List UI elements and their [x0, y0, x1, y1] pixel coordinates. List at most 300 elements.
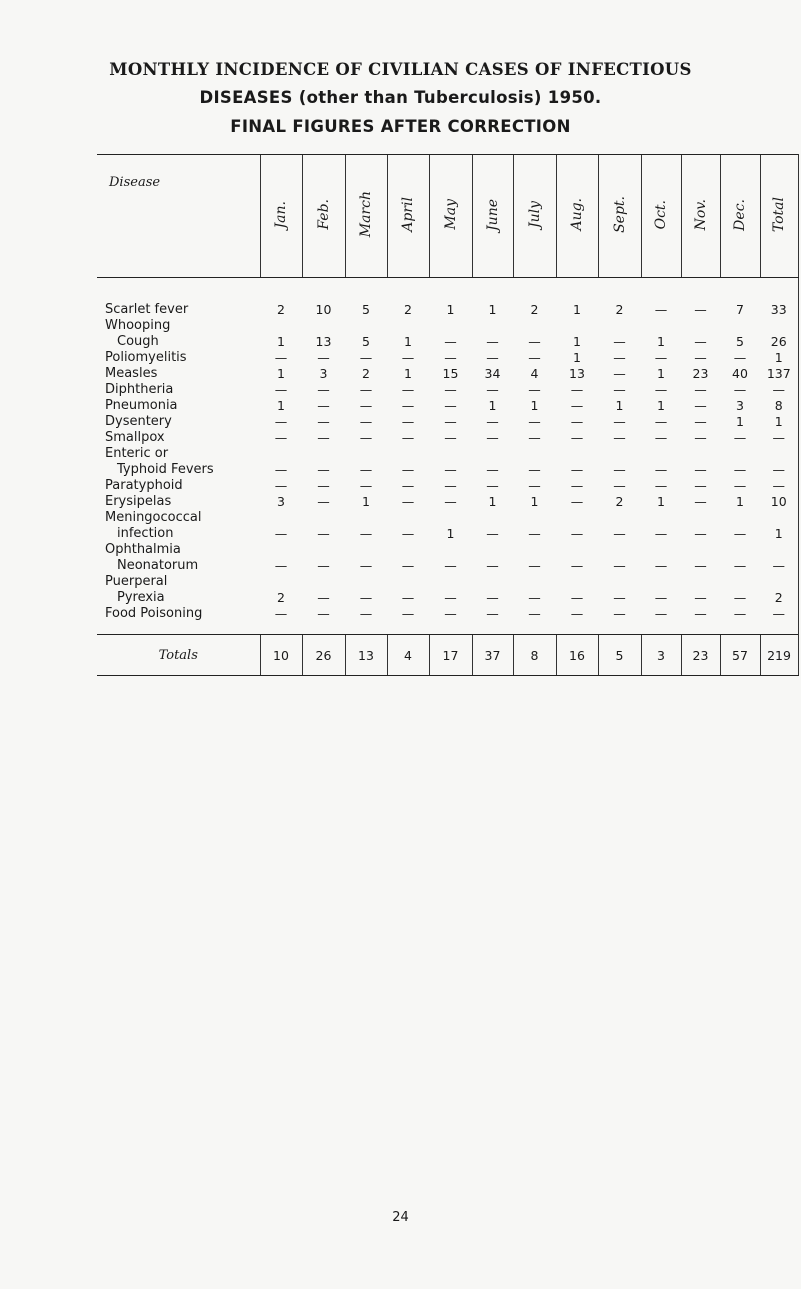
count-cell: —: [444, 382, 457, 397]
count-cell: —: [401, 430, 415, 445]
count-cell: —: [317, 494, 330, 509]
title-line-3: FINAL FIGURES AFTER CORRECTION: [230, 117, 571, 136]
total-cell: 17: [429, 635, 472, 676]
count-cell: [598, 446, 641, 462]
count-cell: [681, 446, 720, 462]
count-cell: —: [613, 478, 626, 493]
count-cell: —: [359, 414, 373, 429]
count-cell: —: [401, 350, 415, 365]
month-header: [598, 155, 641, 278]
count-cell: —: [570, 526, 584, 541]
count-cell: 40: [732, 366, 748, 381]
table-row: [97, 366, 798, 382]
count-cell: 4: [530, 366, 539, 381]
count-cell: 1: [277, 398, 285, 413]
count-cell: —: [401, 398, 415, 413]
count-cell: [260, 542, 302, 558]
month-header: [760, 155, 798, 278]
count-cell: —: [317, 478, 330, 493]
count-cell: —: [274, 430, 288, 445]
page-number: 24: [392, 1210, 409, 1225]
count-cell: —: [570, 606, 584, 621]
count-cell: —: [274, 558, 288, 573]
count-cell: —: [401, 526, 415, 541]
count-cell: —: [654, 558, 668, 573]
count-cell: —: [654, 606, 668, 621]
count-cell: —: [444, 590, 457, 605]
count-cell: 1: [573, 350, 581, 365]
disease-name: Erysipelas: [105, 494, 172, 509]
disease-header: Disease: [97, 155, 260, 278]
count-cell: 1: [736, 414, 744, 429]
count-cell: [598, 574, 641, 590]
disease-name: Food Poisoning: [105, 606, 203, 621]
count-cell: 1: [573, 334, 581, 349]
total-cell: 13: [345, 635, 387, 676]
month-header-label: Jan.: [273, 200, 289, 229]
disease-name: Ophthalmia: [105, 542, 181, 557]
count-cell: —: [444, 334, 457, 349]
count-cell: 1: [530, 398, 539, 413]
count-cell: —: [401, 462, 415, 477]
count-cell: —: [359, 398, 373, 413]
month-header: [720, 155, 760, 278]
month-header-label: Sept.: [611, 196, 628, 233]
disease-name: Diphtheria: [105, 382, 174, 397]
count-cell: [720, 318, 760, 334]
count-cell: —: [528, 350, 541, 365]
month-header-label: Total: [771, 196, 787, 233]
count-cell: [681, 318, 720, 334]
month-header-label: Aug.: [569, 198, 585, 231]
count-cell: —: [401, 382, 415, 397]
count-cell: —: [654, 590, 668, 605]
count-cell: [720, 574, 760, 590]
count-cell: —: [694, 558, 707, 573]
disease-name: Meningococcal: [105, 510, 202, 525]
count-cell: 2: [362, 366, 370, 381]
count-cell: —: [694, 462, 707, 477]
count-cell: [429, 318, 472, 334]
count-cell: [556, 510, 598, 526]
count-cell: 2: [530, 302, 539, 317]
count-cell: 2: [615, 494, 624, 509]
count-cell: —: [401, 494, 415, 509]
count-cell: —: [613, 462, 626, 477]
count-cell: —: [274, 526, 288, 541]
count-cell: [720, 510, 760, 526]
month-header-label: Oct.: [653, 199, 669, 230]
count-cell: —: [654, 430, 668, 445]
month-header: [260, 155, 302, 278]
count-cell: 1: [277, 366, 285, 381]
count-cell: —: [654, 382, 668, 397]
count-cell: —: [694, 590, 707, 605]
count-cell: —: [760, 478, 798, 494]
month-header-label: June: [484, 198, 501, 231]
count-cell: [472, 446, 513, 462]
count-cell: [302, 574, 345, 590]
total-cell: 4: [387, 635, 429, 676]
count-cell: 3: [736, 398, 744, 413]
count-cell: 1: [736, 494, 744, 509]
count-cell: —: [486, 606, 499, 621]
count-cell: —: [694, 494, 707, 509]
count-cell: —: [694, 414, 707, 429]
disease-name: Enteric or: [105, 446, 169, 461]
count-cell: —: [528, 462, 541, 477]
count-cell: [429, 510, 472, 526]
count-cell: —: [317, 462, 330, 477]
count-cell: [513, 542, 556, 558]
count-cell: [429, 574, 472, 590]
count-cell: —: [760, 606, 798, 635]
count-cell: —: [444, 606, 457, 621]
count-cell: —: [486, 590, 499, 605]
count-cell: —: [274, 350, 288, 365]
table-row: [97, 350, 798, 366]
disease-name: Puerperal: [105, 574, 168, 589]
table-row: [97, 542, 798, 558]
count-cell: 1: [488, 494, 497, 509]
total-cell: 5: [598, 635, 641, 676]
count-cell: 137: [760, 366, 798, 382]
count-cell: —: [317, 430, 330, 445]
title-line-2: DISEASES (other than Tuberculosis) 1950.: [199, 88, 602, 107]
count-cell: —: [444, 462, 457, 477]
count-cell: —: [694, 430, 707, 445]
count-cell: —: [760, 430, 798, 446]
table-row: [97, 526, 798, 542]
count-cell: —: [528, 414, 541, 429]
count-cell: 1: [446, 526, 455, 541]
count-cell: —: [570, 494, 584, 509]
table-row: [97, 398, 798, 414]
month-header: [429, 155, 472, 278]
count-cell: —: [733, 558, 747, 573]
count-cell: —: [613, 590, 626, 605]
count-cell: [760, 510, 798, 526]
count-cell: —: [317, 414, 330, 429]
disease-name: Pyrexia: [117, 590, 165, 605]
count-cell: 10: [760, 494, 798, 510]
count-cell: 3: [319, 366, 328, 381]
count-cell: —: [486, 414, 499, 429]
count-cell: —: [317, 382, 330, 397]
count-cell: —: [359, 382, 373, 397]
count-cell: —: [613, 430, 626, 445]
count-cell: 2: [404, 302, 412, 317]
month-header: [641, 155, 681, 278]
header-row: [97, 155, 798, 278]
count-cell: —: [613, 606, 626, 621]
count-cell: —: [613, 414, 626, 429]
count-cell: [472, 542, 513, 558]
count-cell: [681, 510, 720, 526]
disease-name: Poliomyelitis: [105, 350, 187, 365]
count-cell: 1: [446, 302, 455, 317]
count-cell: —: [528, 334, 541, 349]
count-cell: —: [317, 590, 330, 605]
count-cell: 1: [615, 398, 624, 413]
count-cell: [760, 446, 798, 462]
count-cell: [681, 574, 720, 590]
count-cell: —: [274, 414, 288, 429]
count-cell: —: [401, 606, 415, 621]
count-cell: [260, 446, 302, 462]
total-cell: 23: [681, 635, 720, 676]
count-cell: 1: [760, 526, 798, 542]
total-cell: 219: [760, 635, 798, 676]
count-cell: —: [528, 430, 541, 445]
count-cell: 3: [277, 494, 285, 509]
count-cell: [302, 318, 345, 334]
count-cell: [641, 574, 681, 590]
count-cell: [760, 542, 798, 558]
count-cell: —: [317, 350, 330, 365]
count-cell: —: [694, 302, 707, 317]
count-cell: —: [486, 350, 499, 365]
month-header: [556, 155, 598, 278]
count-cell: —: [359, 478, 373, 493]
count-cell: 1: [530, 494, 539, 509]
count-cell: —: [528, 558, 541, 573]
month-header: [302, 155, 345, 278]
count-cell: 33: [760, 278, 798, 319]
count-cell: —: [317, 606, 330, 621]
count-cell: [429, 542, 472, 558]
count-cell: [641, 510, 681, 526]
count-cell: [345, 542, 387, 558]
count-cell: 1: [760, 350, 798, 366]
count-cell: —: [528, 382, 541, 397]
table-row: [97, 574, 798, 590]
count-cell: 1: [657, 334, 665, 349]
count-cell: —: [760, 558, 798, 574]
count-cell: —: [733, 526, 747, 541]
count-cell: —: [486, 382, 499, 397]
disease-name: Paratyphoid: [105, 478, 183, 493]
count-cell: —: [694, 606, 707, 621]
count-cell: —: [570, 558, 584, 573]
count-cell: [345, 510, 387, 526]
count-cell: —: [444, 414, 457, 429]
month-header: [472, 155, 513, 278]
count-cell: [641, 446, 681, 462]
count-cell: —: [274, 606, 288, 621]
count-cell: [260, 510, 302, 526]
count-cell: —: [613, 366, 626, 381]
count-cell: —: [654, 414, 668, 429]
table-row: [97, 558, 798, 574]
count-cell: —: [528, 606, 541, 621]
total-cell: 37: [472, 635, 513, 676]
month-header: [345, 155, 387, 278]
count-cell: —: [733, 478, 747, 493]
count-cell: [345, 318, 387, 334]
count-cell: —: [733, 590, 747, 605]
count-cell: —: [359, 526, 373, 541]
count-cell: —: [444, 494, 457, 509]
count-cell: —: [359, 350, 373, 365]
count-cell: 26: [760, 334, 798, 350]
count-cell: 1: [657, 398, 665, 413]
count-cell: —: [444, 430, 457, 445]
disease-name: Neonatorum: [117, 558, 199, 573]
count-cell: —: [694, 398, 707, 413]
count-cell: [472, 318, 513, 334]
count-cell: —: [359, 606, 373, 621]
count-cell: —: [733, 382, 747, 397]
table-row: [97, 382, 798, 398]
count-cell: —: [486, 334, 499, 349]
count-cell: 13: [569, 366, 585, 381]
count-cell: —: [444, 478, 457, 493]
month-header: [387, 155, 429, 278]
count-cell: —: [694, 382, 707, 397]
month-header-label: March: [358, 191, 374, 238]
count-cell: 1: [404, 334, 412, 349]
count-cell: —: [486, 526, 499, 541]
table-row: [97, 606, 798, 635]
count-cell: [345, 574, 387, 590]
table-row: [97, 478, 798, 494]
count-cell: —: [444, 350, 457, 365]
count-cell: [472, 574, 513, 590]
count-cell: —: [359, 430, 373, 445]
month-header-label: July: [526, 200, 543, 228]
count-cell: [556, 318, 598, 334]
count-cell: [556, 542, 598, 558]
count-cell: 13: [315, 334, 332, 349]
month-header-label: Dec.: [732, 198, 748, 231]
count-cell: [387, 318, 429, 334]
disease-name: Smallpox: [105, 430, 165, 445]
disease-name: Whooping: [105, 318, 171, 333]
count-cell: —: [613, 526, 626, 541]
count-cell: —: [570, 398, 584, 413]
count-cell: —: [613, 382, 626, 397]
total-cell: 3: [641, 635, 681, 676]
count-cell: —: [570, 430, 584, 445]
incidence-table: [97, 154, 799, 676]
count-cell: [681, 542, 720, 558]
count-cell: 1: [277, 334, 285, 349]
count-cell: 1: [573, 302, 581, 317]
count-cell: —: [528, 590, 541, 605]
count-cell: [760, 318, 798, 334]
count-cell: —: [570, 382, 584, 397]
disease-name: Measles: [105, 366, 158, 381]
count-cell: 2: [615, 302, 624, 317]
count-cell: —: [694, 526, 707, 541]
count-cell: —: [613, 558, 626, 573]
count-cell: [429, 446, 472, 462]
total-cell: 8: [513, 635, 556, 676]
table-row: [97, 510, 798, 526]
count-cell: [513, 318, 556, 334]
count-cell: —: [613, 350, 626, 365]
count-cell: [387, 574, 429, 590]
count-cell: —: [401, 590, 415, 605]
title-line-1: MONTHLY INCIDENCE OF CIVILIAN CASES OF INFECTIOUS: [109, 60, 692, 79]
count-cell: —: [570, 414, 584, 429]
count-cell: —: [444, 398, 457, 413]
count-cell: —: [733, 430, 747, 445]
count-cell: —: [486, 558, 499, 573]
count-cell: [641, 318, 681, 334]
table-row: [97, 414, 798, 430]
total-cell: 57: [720, 635, 760, 676]
count-cell: 1: [488, 398, 497, 413]
count-cell: 1: [657, 494, 665, 509]
count-cell: —: [317, 526, 330, 541]
count-cell: [387, 510, 429, 526]
count-cell: —: [274, 462, 288, 477]
count-cell: —: [760, 382, 798, 398]
count-cell: —: [570, 590, 584, 605]
count-cell: —: [733, 462, 747, 477]
count-cell: 1: [657, 366, 665, 381]
total-cell: 16: [556, 635, 598, 676]
count-cell: —: [760, 462, 798, 478]
count-cell: 2: [760, 590, 798, 606]
count-cell: [345, 446, 387, 462]
table-row: [97, 590, 798, 606]
count-cell: [260, 318, 302, 334]
count-cell: [302, 542, 345, 558]
count-cell: —: [694, 350, 707, 365]
count-cell: —: [486, 478, 499, 493]
totals-label: Totals: [97, 635, 260, 676]
count-cell: [598, 510, 641, 526]
month-header-label: Nov.: [692, 198, 709, 231]
count-cell: —: [570, 478, 584, 493]
count-cell: —: [694, 478, 707, 493]
count-cell: —: [528, 478, 541, 493]
disease-name: Cough: [117, 334, 159, 349]
total-cell: 26: [302, 635, 345, 676]
count-cell: —: [359, 558, 373, 573]
count-cell: —: [274, 382, 288, 397]
count-cell: —: [401, 478, 415, 493]
count-cell: 2: [277, 302, 285, 317]
count-cell: [302, 446, 345, 462]
count-cell: 7: [736, 302, 744, 317]
count-cell: —: [654, 302, 668, 317]
disease-name: Pneumonia: [105, 398, 178, 413]
count-cell: 15: [442, 366, 459, 381]
count-cell: —: [486, 462, 499, 477]
count-cell: —: [694, 334, 707, 349]
count-cell: —: [401, 558, 415, 573]
count-cell: 1: [362, 494, 370, 509]
count-cell: —: [359, 462, 373, 477]
total-cell: 10: [260, 635, 302, 676]
count-cell: 2: [277, 590, 285, 605]
count-cell: —: [654, 526, 668, 541]
count-cell: [513, 510, 556, 526]
disease-name: infection: [117, 526, 174, 541]
count-cell: —: [733, 350, 747, 365]
count-cell: [387, 446, 429, 462]
month-header-label: April: [400, 197, 416, 232]
count-cell: [260, 574, 302, 590]
totals-row: [97, 635, 798, 676]
count-cell: —: [444, 558, 457, 573]
count-cell: —: [528, 526, 541, 541]
count-cell: —: [401, 414, 415, 429]
